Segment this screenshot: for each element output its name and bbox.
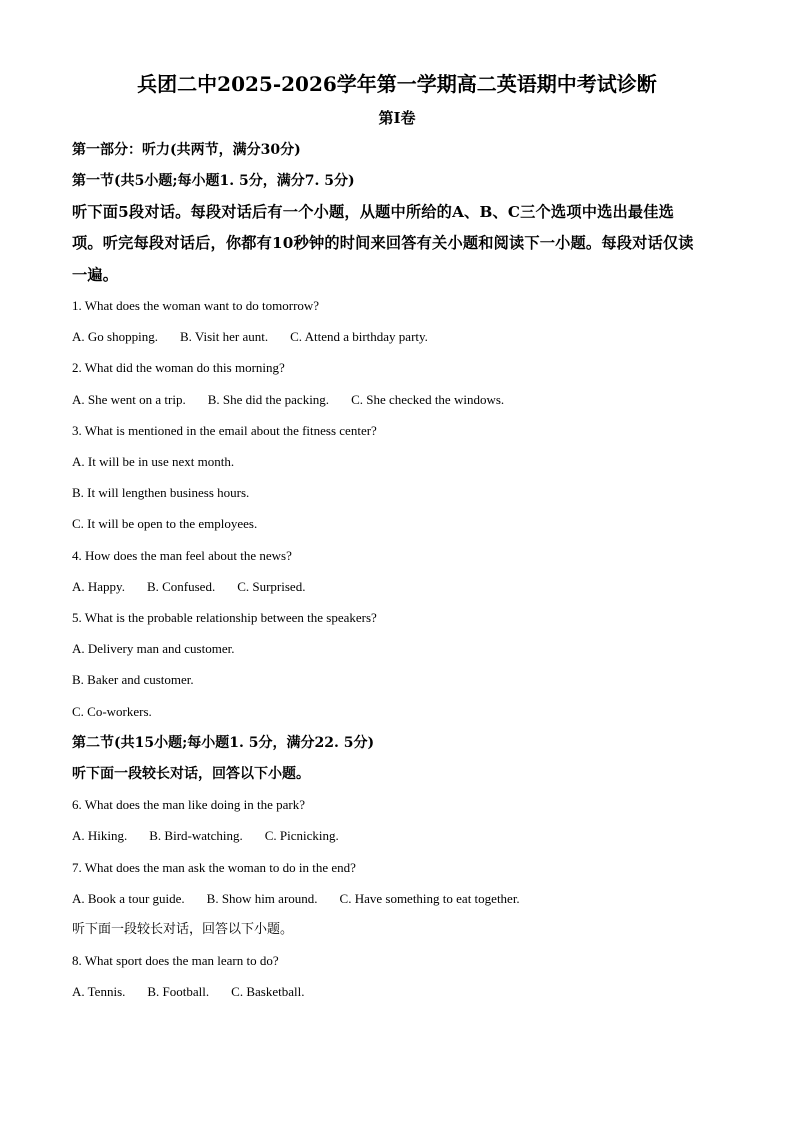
question-options: [72, 983, 304, 1001]
question-stem: 2. What did the woman do this morning?: [72, 360, 285, 375]
option-b: B. Visit her aunt.: [179, 329, 269, 344]
option-c: C. Co-workers.: [72, 704, 152, 719]
option-c: C. Surprised.: [237, 579, 306, 594]
option-b: B. It will lengthen business hours.: [72, 485, 250, 500]
option-a: A. Hiking.: [72, 828, 128, 843]
option-c: C. Have something to eat together.: [339, 891, 520, 906]
part-heading: 第一部分：听力(共两节，满分30分): [72, 142, 301, 158]
section2-instruction: 听下面一段较长对话，回答以下小题。: [72, 766, 310, 782]
option-a: A. Happy.: [72, 579, 125, 594]
option-a: A. Book a tour guide.: [72, 891, 185, 906]
section2-instruction: 听下面一段较长对话，回答以下小题。: [72, 922, 294, 937]
option-b: B. Baker and customer.: [72, 672, 194, 687]
option-c: C. Basketball.: [231, 984, 305, 999]
option-a: A. She went on a trip.: [72, 392, 186, 407]
option-c: C. It will be open to the employees.: [72, 516, 258, 531]
option-b: B. Bird-watching.: [149, 828, 243, 843]
question-options: [72, 391, 504, 409]
section1-heading: 第一节(共5小题;每小题1. 5分，满分7. 5分): [72, 173, 355, 189]
section1-instruction-line: 听下面5段对话。每段对话后有一个小题，从题中所给的A、B、C三个选项中选出最佳选: [72, 203, 675, 221]
option-a: A. Delivery man and customer.: [72, 641, 235, 656]
question-stem: 7. What does the man ask the woman to do in the end?: [72, 860, 356, 875]
question-stem: 6. What does the man like doing in the park?: [72, 797, 305, 812]
section1-instruction-line: 项。听完每段对话后，你都有10秒钟的时间来回答有关小题和阅读下一小题。每段对话仅读: [72, 234, 694, 252]
question-options: [72, 890, 520, 908]
question-stem: 4. How does the man feel about the news?: [72, 548, 292, 563]
option-b: B. Confused.: [146, 579, 216, 594]
option-b: B. Show him around.: [206, 891, 318, 906]
page-subtitle: 第I卷: [378, 109, 416, 127]
question-options: [72, 827, 339, 845]
question-stem: 1. What does the woman want to do tomorrow?: [72, 298, 320, 313]
section2-heading: 第二节(共15小题;每小题1. 5分，满分22. 5分): [72, 735, 375, 751]
option-c: C. Attend a birthday party.: [290, 329, 428, 344]
option-b: B. She did the packing.: [207, 392, 330, 407]
option-a: A. Go shopping.: [72, 329, 158, 344]
option-c: C. Picnicking.: [264, 828, 339, 843]
page-title: 兵团二中2025-2026学年第一学期高二英语期中考试诊断: [137, 72, 657, 96]
question-options: [72, 328, 428, 346]
question-options: [72, 578, 305, 596]
option-a: A. It will be in use next month.: [72, 454, 235, 469]
option-b: B. Football.: [147, 984, 210, 999]
option-c: C. She checked the windows.: [351, 392, 505, 407]
question-stem: 8. What sport does the man learn to do?: [72, 953, 279, 968]
question-stem: 3. What is mentioned in the email about the fitness center?: [72, 423, 377, 438]
option-a: A. Tennis.: [72, 984, 126, 999]
question-stem: 5. What is the probable relationship between the speakers?: [72, 610, 377, 625]
section1-instruction-line: 一遍。: [72, 266, 119, 284]
